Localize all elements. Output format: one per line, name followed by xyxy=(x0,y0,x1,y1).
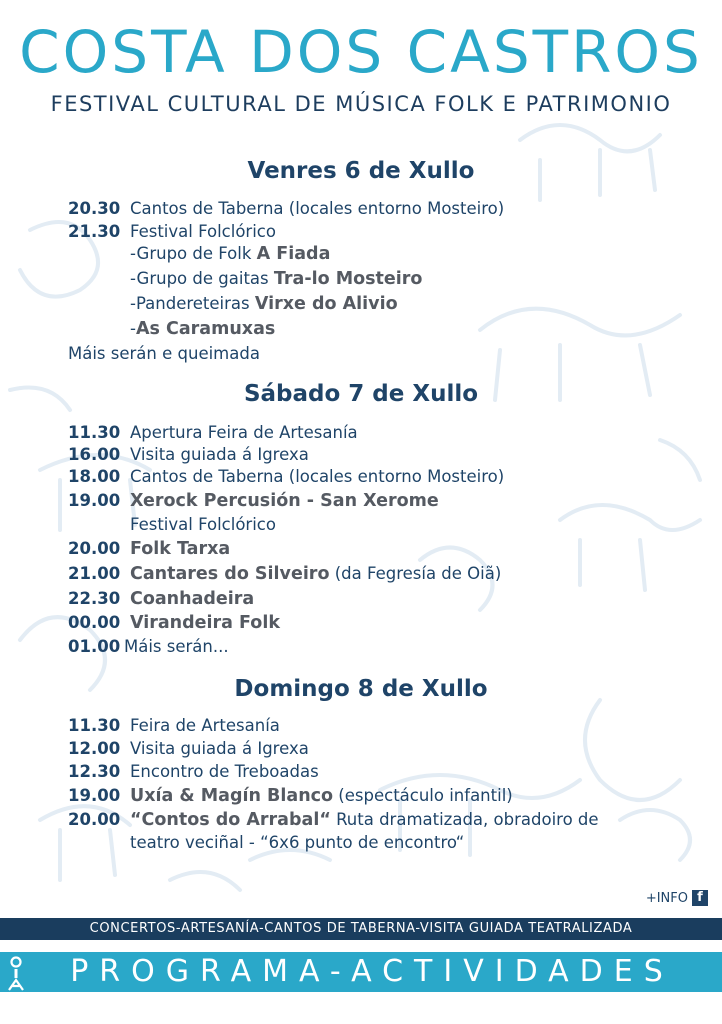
schedule-time: 20.00 xyxy=(68,810,121,829)
schedule-activity: Apertura Feira de Artesanía xyxy=(130,423,358,442)
schedule-time: 22.30 xyxy=(68,589,121,608)
schedule-row xyxy=(68,563,708,585)
schedule-activity: Ruta dramatizada, obradoiro de xyxy=(330,810,599,829)
group-name: As Caramuxas xyxy=(135,319,276,339)
activities-band: CONCERTOS-ARTESANÍA-CANTOS DE TABERNA-VISITA GUIADA TEATRALIZADA xyxy=(0,918,722,940)
group-prefix: - xyxy=(130,319,136,338)
schedule-performer: Uxía & Magín Blanco xyxy=(130,786,334,806)
schedule-performer: Xerock Percusión - San Xerome xyxy=(130,491,439,511)
schedule-time: 20.30 xyxy=(68,199,121,218)
schedule-time: 19.00 xyxy=(68,786,121,805)
program-title: PROGRAMA-ACTIVIDADES xyxy=(70,954,674,989)
schedule-time: 21.00 xyxy=(68,564,121,583)
schedule-time: 16.00 xyxy=(68,445,121,464)
oia-logo-icon xyxy=(2,956,30,992)
schedule-activity: Visita guiada á Igrexa xyxy=(130,445,309,464)
schedule-performer: Coanhadeira xyxy=(130,589,255,609)
festival-subtitle: FESTIVAL CULTURAL DE MÚSICA FOLK E PATRIMONIO xyxy=(50,92,672,116)
schedule-time: 19.00 xyxy=(68,491,121,510)
schedule-performer: Virandeira Folk xyxy=(130,613,280,633)
day-heading-sabado: Sábado 7 de Xullo xyxy=(243,381,479,407)
schedule-time: 11.30 xyxy=(68,716,121,735)
group-name: Tra-lo Mosteiro xyxy=(273,269,423,289)
schedule-row xyxy=(68,422,708,444)
schedule-row xyxy=(68,444,708,466)
schedule-activity: Encontro de Treboadas xyxy=(130,762,319,781)
schedule-time: 00.00 xyxy=(68,613,121,632)
schedule-closing-note xyxy=(68,343,708,365)
schedule-time: 12.30 xyxy=(68,762,121,781)
schedule-activity: (espectáculo infantil) xyxy=(333,786,513,805)
schedule-activity: Feira de Artesanía xyxy=(130,716,280,735)
schedule-activity: Festival Folclórico xyxy=(130,515,276,534)
schedule-activity: (da Fegresía de Oiã) xyxy=(329,564,502,583)
schedule-time: 21.30 xyxy=(68,222,121,241)
schedule-row xyxy=(68,198,708,220)
closing-text: Máis serán e queimada xyxy=(68,344,260,363)
schedule-activity: Cantos de Taberna (locales entorno Mosteiro) xyxy=(130,199,505,218)
schedule-row xyxy=(68,785,708,807)
schedule-row xyxy=(68,636,708,658)
group-name: Virxe do Alivio xyxy=(254,294,398,314)
schedule-performer: “Contos do Arrabal“ xyxy=(130,810,331,830)
schedule-activity: teatro veciñal - “6x6 punto de encontro“ xyxy=(130,833,465,852)
group-prefix: -Grupo de gaitas xyxy=(130,269,274,288)
festival-group-item xyxy=(130,319,275,339)
schedule-time: 01.00 xyxy=(68,637,121,656)
schedule-time: 12.00 xyxy=(68,739,121,758)
schedule-activity: Cantos de Taberna (locales entorno Mosteiro) xyxy=(130,467,505,486)
group-name: A Fiada xyxy=(256,244,331,264)
festival-group-item xyxy=(130,269,422,289)
schedule-row xyxy=(68,466,708,488)
schedule-row xyxy=(68,809,708,831)
schedule-activity: Visita guiada á Igrexa xyxy=(130,739,309,758)
more-info[interactable] xyxy=(646,890,708,906)
schedule-row xyxy=(68,221,708,243)
schedule-performer: Cantares do Silveiro xyxy=(130,564,330,584)
more-info-label[interactable]: +INFO xyxy=(645,890,688,906)
schedule-row xyxy=(68,490,708,512)
day-heading-domingo: Domingo 8 de Xullo xyxy=(234,676,488,702)
schedule-row xyxy=(68,538,708,560)
schedule-row xyxy=(68,738,708,760)
festival-group-item xyxy=(130,244,330,264)
schedule-time: 18.00 xyxy=(68,467,121,486)
day-heading-venres: Venres 6 de Xullo xyxy=(247,158,475,184)
festival-title: COSTA DOS CASTROS xyxy=(19,18,703,86)
schedule-row xyxy=(68,612,708,634)
group-prefix: -Grupo de Folk xyxy=(130,244,257,263)
festival-group-item xyxy=(130,294,398,314)
facebook-icon[interactable]: f xyxy=(692,890,708,906)
schedule-row xyxy=(68,761,708,783)
group-prefix: -Pandereteiras xyxy=(130,294,255,313)
schedule-time: 20.00 xyxy=(68,539,121,558)
schedule-row xyxy=(68,715,708,737)
schedule-performer: Folk Tarxa xyxy=(130,539,231,559)
schedule-time: 11.30 xyxy=(68,423,121,442)
schedule-row xyxy=(68,588,708,610)
program-banner xyxy=(0,952,722,992)
schedule-activity: Festival Folclórico xyxy=(130,222,276,241)
schedule-activity: Máis serán... xyxy=(124,637,229,656)
